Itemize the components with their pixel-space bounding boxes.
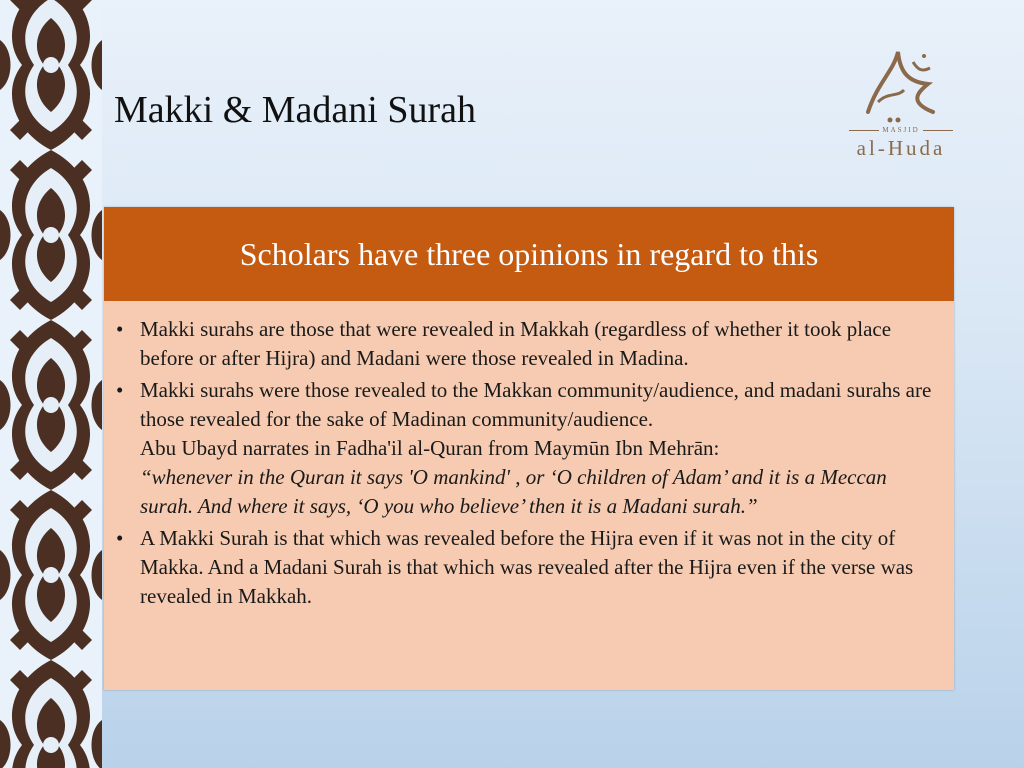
arabesque-pattern-icon (0, 0, 102, 768)
logo-subtitle: MASJID (838, 126, 964, 134)
table-body (104, 301, 954, 690)
list-item (114, 315, 938, 373)
bullet-icon: • (116, 378, 124, 402)
opinion-text: Makki surahs are those that were revealed in Makkah (regardless of whether it took place before or after Hijra) and Madani were those revealed in Madina. (140, 317, 892, 370)
bullet-icon: • (116, 317, 124, 341)
logo-name: al-Huda (856, 136, 946, 160)
bullet-icon: • (116, 526, 124, 550)
list-item (114, 376, 938, 521)
calligraphy-logo-icon (838, 42, 964, 132)
opinions-list (114, 315, 938, 611)
opinions-table (104, 207, 954, 690)
arabesque-ornament-strip (0, 0, 102, 768)
slide-title: Makki & Madani Surah (114, 89, 477, 131)
table-header-text: Scholars have three opinions in regard to this (239, 235, 819, 272)
opinion-text: Makki surahs were those revealed to the Makkan community/audience, and madani surahs are those revealed for the sake of Madinan community/audience. (140, 378, 932, 431)
table-header (104, 207, 954, 301)
quote-text: “whenever in the Quran it says 'O mankind' , or ‘O children of Adam’ and it is a Meccan surah. And where it says, ‘O you who believe’ then it is a Madani surah.” (140, 465, 887, 518)
opinion-text: A Makki Surah is that which was revealed before the Hijra even if it was not in the city of Makka. And a Madani Surah is that which was revealed after the Hijra even if the verse was revealed in Makkah. (140, 526, 914, 608)
list-item (114, 524, 938, 611)
narration-text: Abu Ubayd narrates in Fadha'il al-Quran from Maymūn Ibn Mehrān: (140, 436, 720, 460)
